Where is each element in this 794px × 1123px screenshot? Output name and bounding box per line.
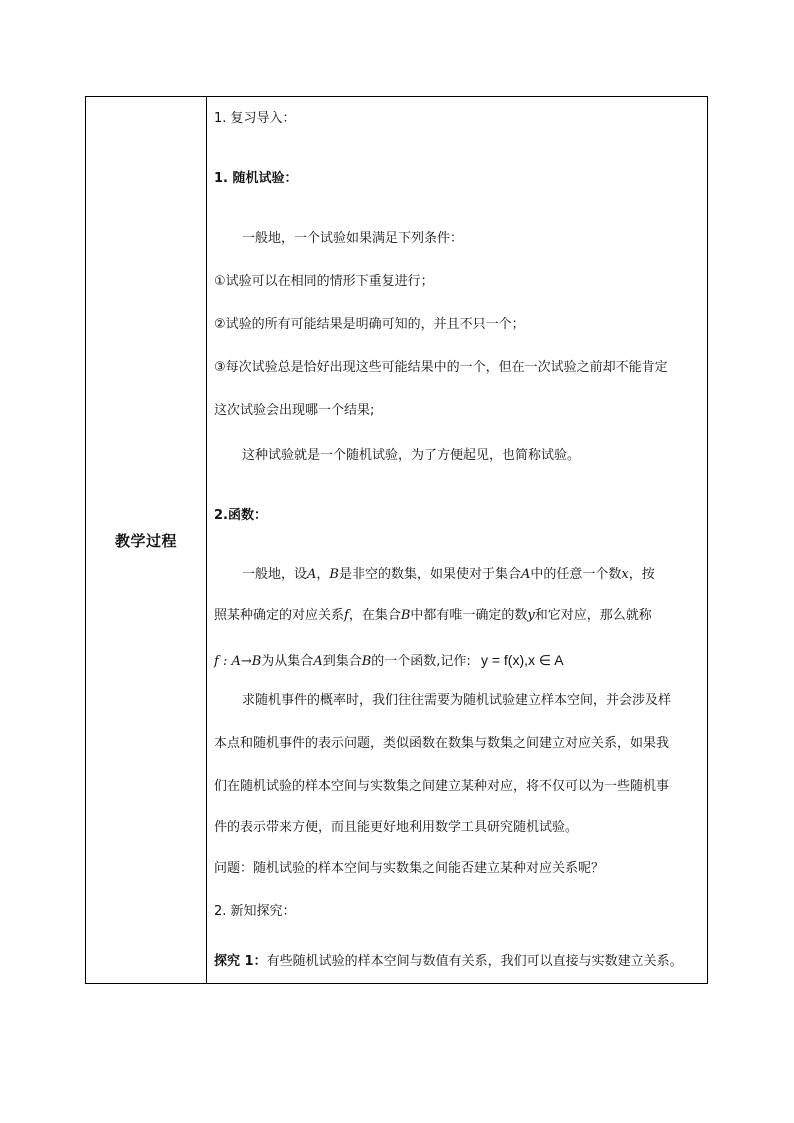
condition-2: ②试验的所有可能结果是明确可知的，并且不只一个； — [214, 317, 525, 332]
math-var-B: B — [361, 654, 372, 669]
paragraph2-line2: 本点和随机事件的表示问题，类似函数在数集与数集之间建立对应关系，如果我 — [214, 736, 670, 751]
new-knowledge-heading: 2. 新知探究： — [214, 904, 296, 919]
column-divider — [206, 96, 207, 984]
review-heading: 1. 复习导入： — [214, 111, 296, 126]
text: 中都有唯一确定的数 — [410, 608, 528, 623]
math-mapping: f : A→B — [214, 654, 262, 669]
condition-3-line2: 这次试验会出现哪一个结果; — [214, 403, 375, 418]
text: 到集合 — [322, 654, 362, 669]
text: 和它对应，那么就称 — [534, 608, 652, 623]
question-line: 问题：随机试验的样本空间与实数集之间能否建立某种对应关系呢？ — [214, 861, 605, 876]
row-label: 教学过程 — [114, 531, 177, 550]
math-var-B: B — [329, 567, 339, 582]
math-var-A: A — [307, 567, 317, 582]
text: 为从集合 — [261, 654, 314, 669]
section1-conclusion: 这种试验就是一个随机试验，为了方便起见，也简称试验。 — [242, 448, 581, 463]
paragraph2-line1: 求随机事件的概率时，我们往往需要为随机试验建立样本空间，并会涉及样 — [242, 693, 672, 708]
math-var-f: f — [344, 608, 349, 623]
function-def-line2 — [214, 607, 652, 625]
function-def-line3 — [214, 651, 564, 671]
math-var-x: x — [621, 567, 629, 582]
function-formula: y = f(x),x ∈ A — [480, 652, 564, 668]
math-var-B: B — [400, 608, 411, 623]
explore1-line — [214, 953, 683, 971]
section2-title: 2.函数： — [214, 508, 267, 523]
text: 照某种确定的对应关系 — [214, 608, 345, 623]
text: 是非空的数集，如果使对于集合 — [338, 567, 521, 582]
math-var-A: A — [521, 567, 531, 582]
condition-3-line1: ③每次试验总是恰好出现这些可能结果中的一个，但在一次试验之前却不能肯定 — [214, 360, 668, 375]
function-def-line1 — [242, 566, 655, 584]
explore1-label: 探究 1： — [214, 954, 267, 969]
paragraph2-line3: 们在随机试验的样本空间与实数集之间建立某种对应，将不仅可以为一些随机事 — [214, 779, 670, 794]
paragraph2-line4: 件的表示带来方便，而且能更好地利用数学工具研究随机试验。 — [214, 820, 579, 835]
text: 一般地，设 — [242, 567, 308, 582]
text: ， — [316, 567, 330, 582]
explore1-text: 有些随机试验的样本空间与数值有关系，我们可以直接与实数建立关系。 — [266, 954, 683, 969]
text: 的一个函数,记作: — [371, 654, 471, 669]
math-var-y: y — [527, 608, 535, 623]
text: ，在集合 — [348, 608, 401, 623]
condition-1: ①试验可以在相同的情形下重复进行； — [214, 274, 434, 289]
row-label-cell — [86, 96, 206, 984]
math-var-A: A — [313, 654, 323, 669]
text: ，按 — [628, 567, 655, 582]
text: 中的任意一个数 — [530, 567, 622, 582]
section1-intro: 一般地，一个试验如果满足下列条件： — [242, 231, 464, 246]
section1-title: 1. 随机试验： — [214, 171, 298, 186]
